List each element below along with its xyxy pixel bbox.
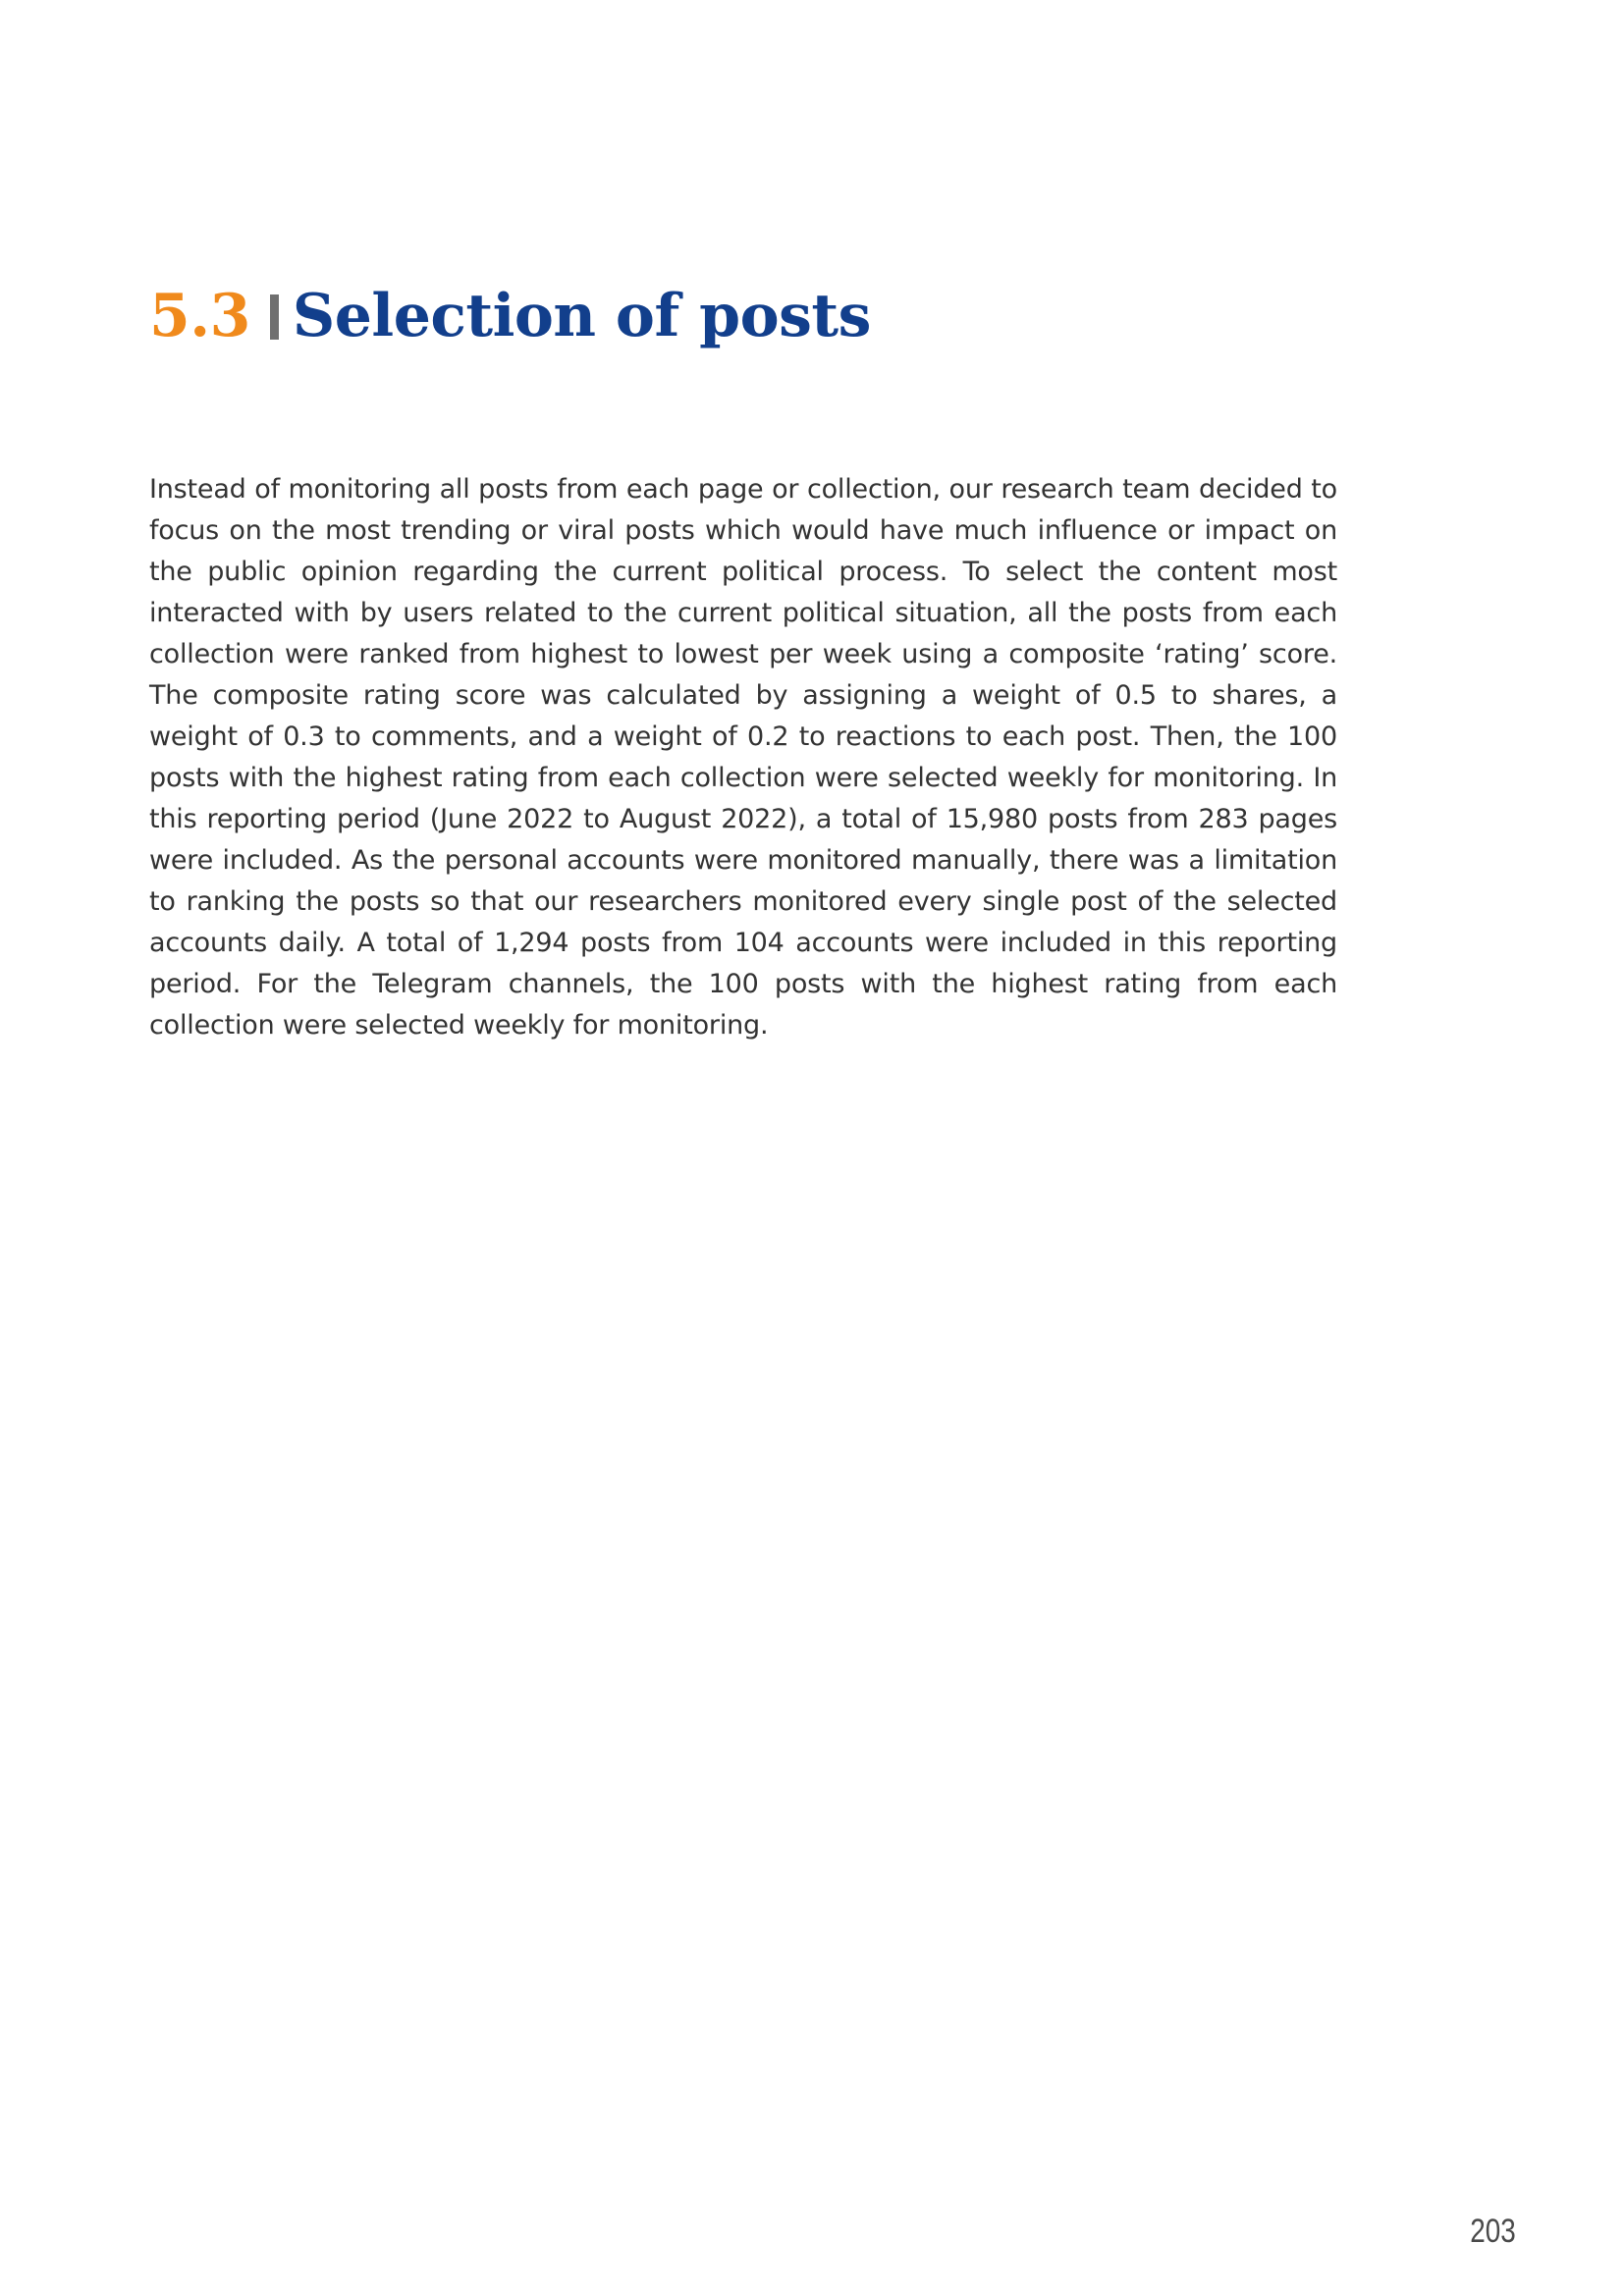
section-number: 5.3 <box>149 282 250 350</box>
body-paragraph: Instead of monitoring all posts from each page or collection, our research team decided to focus on the most trending or viral posts which would have much influence or impact on the public opinion regarding the current political process. To select the content most interacted with by users related to the current political situation, all the posts from each collection were ranked from highest to lowest per week using a composite ‘rating’ score. The composite rating score was calculated by assigning a weight of 0.5 to shares, a weight of 0.3 to comments, and a weight of 0.2 to reactions to each post. Then, the 100 posts with the highest rating from each collection were selected weekly for monitoring. In this reporting period (June 2022 to August 2022), a total of 15,980 posts from 283 pages were included. As the personal accounts were monitored manually, there was a limitation to ranking the posts so that our researchers monitored every single post of the selected accounts daily. A total of 1,294 posts from 104 accounts were included in this reporting period. For the Telegram channels, the 100 posts with the highest rating from each collection were selected weekly for monitoring. <box>149 474 1337 1041</box>
section-divider <box>270 294 279 340</box>
section-heading <box>149 277 871 355</box>
section-title: Selection of posts <box>292 282 871 350</box>
page-number: 203 <box>1470 2213 1516 2250</box>
